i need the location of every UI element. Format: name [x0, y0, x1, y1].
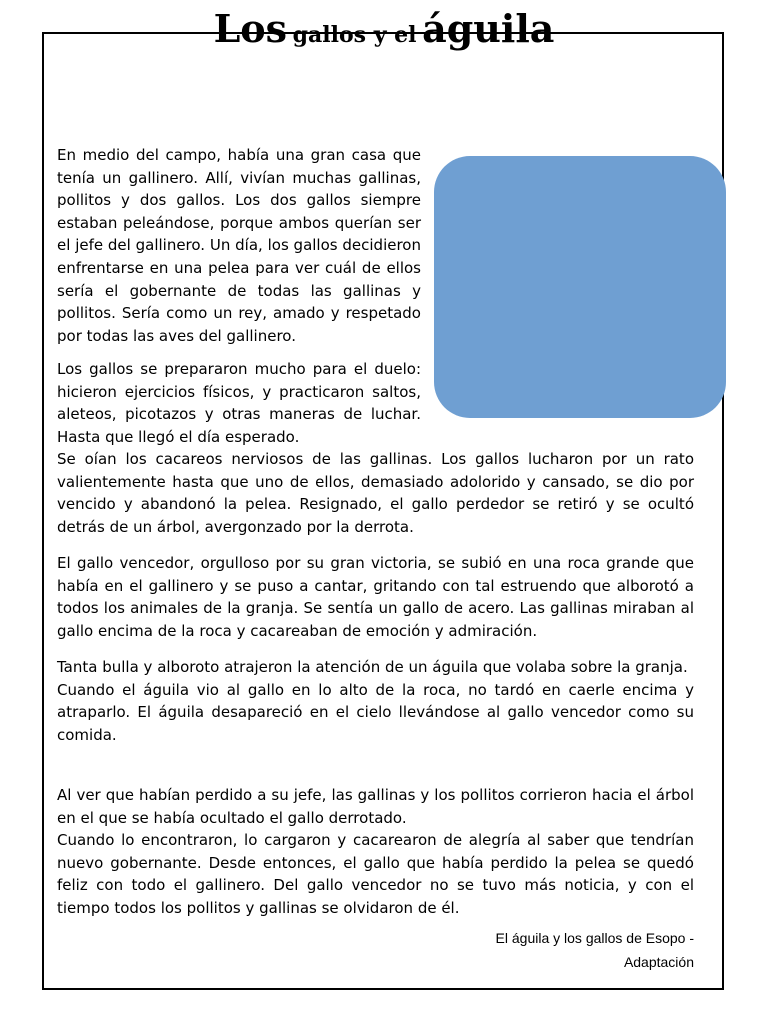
paragraph-text: Tanta bulla y alboroto atrajeron la atención de un águila que volaba sobre la granja.: [57, 658, 688, 676]
paragraph-text: Cuando lo encontraron, lo cargaron y cacarearon de alegría al saber que tendrían nuevo gobernante. Desde entonces, el gallo que había perdido la pelea se quedó feliz con todo el gallinero. Del gallo vencedor no se tuvo más noticia, y con el tiempo todos los pollitos y gallinas se olvidaron de él.: [57, 831, 694, 917]
paragraph-text: Se oían los cacareos nerviosos de las gallinas. Los gallos lucharon por un rato valientemente hasta que uno de ellos, demasiado adolorido y cansado, se dio por vencido y abandonó la pelea. Resignado, el gallo perdedor se retiró y se ocultó detrás de un árbol, avergonzado por la derrota.: [57, 450, 694, 536]
paragraph-3: [57, 448, 694, 538]
title-part-los: Los: [213, 6, 288, 51]
source-credit: [400, 926, 694, 974]
credit-line-1: El águila y los gallos de Esopo -: [495, 930, 694, 946]
title-part-aguila: águila: [422, 6, 555, 51]
title-part-gallos: gallos y el: [292, 22, 417, 48]
paragraph-text: Los gallos se prepararon mucho para el duelo: hicieron ejercicios físicos, y practicaron saltos, aleteos, picotazos y otras maneras de luchar. Hasta que llegó el día esperado.: [57, 360, 421, 446]
paragraph-6: [57, 784, 694, 920]
paragraph-1: [57, 144, 421, 347]
paragraph-text: En medio del campo, había una gran casa que tenía un gallinero. Allí, vivían muchas gallinas, pollitos y dos gallos. Los dos gallos siempre estaban peleándose, porque ambos querían ser el jefe del gallinero. Un día, los gallos decidieron enfrentarse en una pelea para ver cuál de ellos sería el gobernante de todas las gallinas y pollitos. Sería como un rey, amado y respetado por todas las aves del gallinero.: [57, 146, 421, 345]
credit-line-2: Adaptación: [623, 954, 694, 970]
paragraph-4: [57, 552, 694, 642]
paragraph-text: Al ver que habían perdido a su jefe, las gallinas y los pollitos corrieron hacia el árbol en el que se había ocultado el gallo derrotado.: [57, 786, 694, 827]
page-title: [0, 6, 768, 51]
paragraph-5: [57, 656, 694, 746]
image-placeholder: [434, 156, 726, 418]
paragraph-2: [57, 358, 421, 448]
paragraph-text: Cuando el águila vio al gallo en lo alto de la roca, no tardó en caerle encima y atraparlo. El águila desapareció en el cielo llevándose al gallo vencedor como su comida.: [57, 680, 694, 744]
paragraph-text: El gallo vencedor, orgulloso por su gran victoria, se subió en una roca grande que había en el gallinero y se puso a cantar, gritando con tal estruendo que alborotó a todos los animales de la granja. Se sentía un gallo de acero. Las gallinas miraban al gallo encima de la roca y cacareaban de emoción y admiración.: [57, 554, 694, 640]
